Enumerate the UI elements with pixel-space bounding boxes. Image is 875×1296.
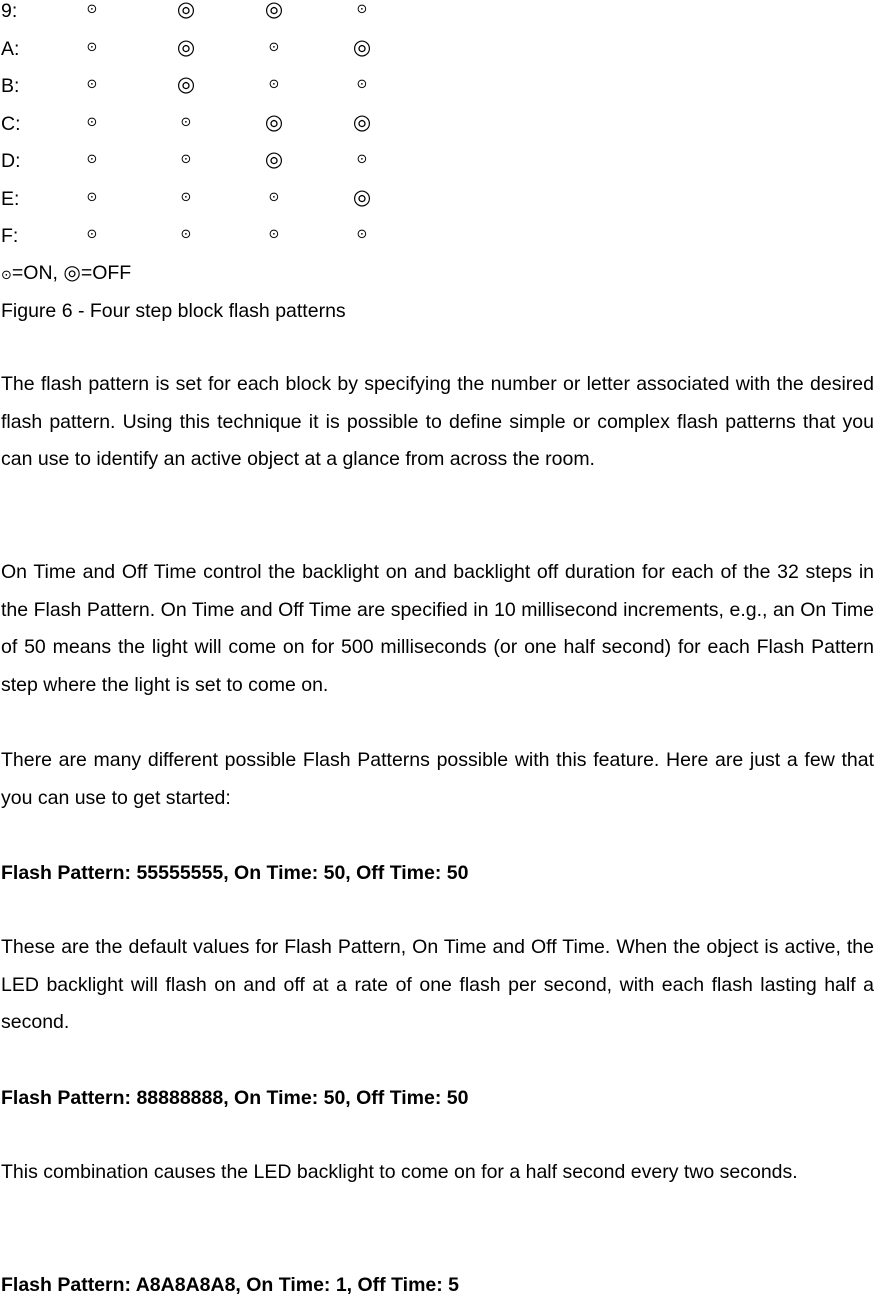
off-symbol-icon: ◎ bbox=[264, 0, 284, 21]
pattern-label: F: bbox=[1, 225, 19, 247]
on-symbol-icon: ⊙ bbox=[268, 76, 280, 91]
on-symbol-icon: ⊙ bbox=[86, 1, 98, 16]
on-symbol-icon: ⊙ bbox=[356, 1, 368, 16]
heading-pattern-55555555: Flash Pattern: 55555555, On Time: 50, Off Time: 50 bbox=[1, 862, 469, 884]
heading-pattern-a8a8a8a8: Flash Pattern: A8A8A8A8, On Time: 1, Off Time: 5 bbox=[1, 1274, 460, 1296]
on-symbol-icon: ⊙ bbox=[268, 226, 280, 241]
pattern-label: B: bbox=[1, 75, 20, 97]
pattern-label: E: bbox=[1, 187, 20, 210]
paragraph-on-off-time: On Time and Off Time control the backlight on and backlight off duration for each of the 32 steps in the Flash Pattern. On Time and Off Time are specified in 10 millisecond increments, e.g., an On Time of 50 means the light will come on for 500 milliseconds (or one half second) for each Flash Pattern step where the light is set to come on. bbox=[1, 561, 874, 696]
off-symbol-icon: ◎ bbox=[176, 0, 196, 21]
on-symbol-icon: ⊙ bbox=[356, 76, 368, 91]
on-symbol-icon: ⊙ bbox=[268, 188, 280, 204]
on-symbol-icon: ⊙ bbox=[356, 151, 368, 166]
paragraph-flash-pattern: The flash pattern is set for each block by specifying the number or letter associated with the desired flash pattern. Using this technique it is possible to define simple or complex flash patterns that you can use to identify an active object at a glance from across the room. bbox=[1, 373, 874, 470]
off-symbol-icon: ◎ bbox=[352, 110, 372, 134]
legend-off-text: =OFF bbox=[80, 262, 132, 284]
heading-pattern-88888888: Flash Pattern: 88888888, On Time: 50, Off Time: 50 bbox=[1, 1087, 469, 1109]
legend bbox=[1, 262, 131, 286]
off-symbol-icon: ◎ bbox=[352, 35, 372, 59]
paragraph-half-second: This combination causes the LED backlight to come on for a half second every two seconds. bbox=[1, 1161, 798, 1183]
pattern-label: 9: bbox=[1, 0, 18, 22]
on-symbol-icon: ⊙ bbox=[86, 76, 98, 91]
on-symbol-icon: ⊙ bbox=[86, 151, 98, 166]
pattern-row bbox=[0, 110, 420, 150]
off-symbol-icon: ◎ bbox=[176, 73, 196, 96]
paragraph-many-patterns: There are many different possible Flash Patterns possible with this feature. Here are just a few that you can use to get started: bbox=[1, 749, 874, 809]
on-symbol-icon: ⊙ bbox=[86, 113, 98, 129]
pattern-label: D: bbox=[1, 150, 21, 172]
pattern-row bbox=[0, 75, 420, 112]
off-symbol-icon: ◎ bbox=[63, 262, 81, 284]
on-symbol-icon: ⊙ bbox=[356, 226, 368, 241]
pattern-row bbox=[0, 0, 420, 37]
on-symbol-icon: ⊙ bbox=[86, 38, 98, 54]
pattern-row bbox=[0, 150, 420, 187]
pattern-row bbox=[0, 225, 420, 262]
off-symbol-icon: ◎ bbox=[264, 148, 284, 171]
on-symbol-icon: ⊙ bbox=[180, 188, 192, 204]
off-symbol-icon: ◎ bbox=[264, 110, 284, 134]
on-symbol-icon: ⊙ bbox=[180, 113, 192, 129]
legend-on-text: =ON, bbox=[11, 262, 64, 284]
pattern-label: C: bbox=[1, 112, 21, 135]
on-symbol-icon: ⊙ bbox=[1, 267, 12, 282]
off-symbol-icon: ◎ bbox=[352, 185, 372, 209]
on-symbol-icon: ⊙ bbox=[180, 151, 192, 166]
on-symbol-icon: ⊙ bbox=[268, 38, 280, 54]
pattern-row bbox=[0, 185, 420, 225]
pattern-row bbox=[0, 35, 420, 75]
off-symbol-icon: ◎ bbox=[176, 35, 196, 59]
on-symbol-icon: ⊙ bbox=[86, 188, 98, 204]
on-symbol-icon: ⊙ bbox=[180, 226, 192, 241]
figure-caption: Figure 6 - Four step block flash patterns bbox=[1, 300, 346, 322]
paragraph-default-values: These are the default values for Flash Pattern, On Time and Off Time. When the object is active, the LED backlight will flash on and off at a rate of one flash per second, with each flash lasting half a second. bbox=[1, 936, 874, 1033]
on-symbol-icon: ⊙ bbox=[86, 226, 98, 241]
pattern-label: A: bbox=[1, 37, 20, 60]
